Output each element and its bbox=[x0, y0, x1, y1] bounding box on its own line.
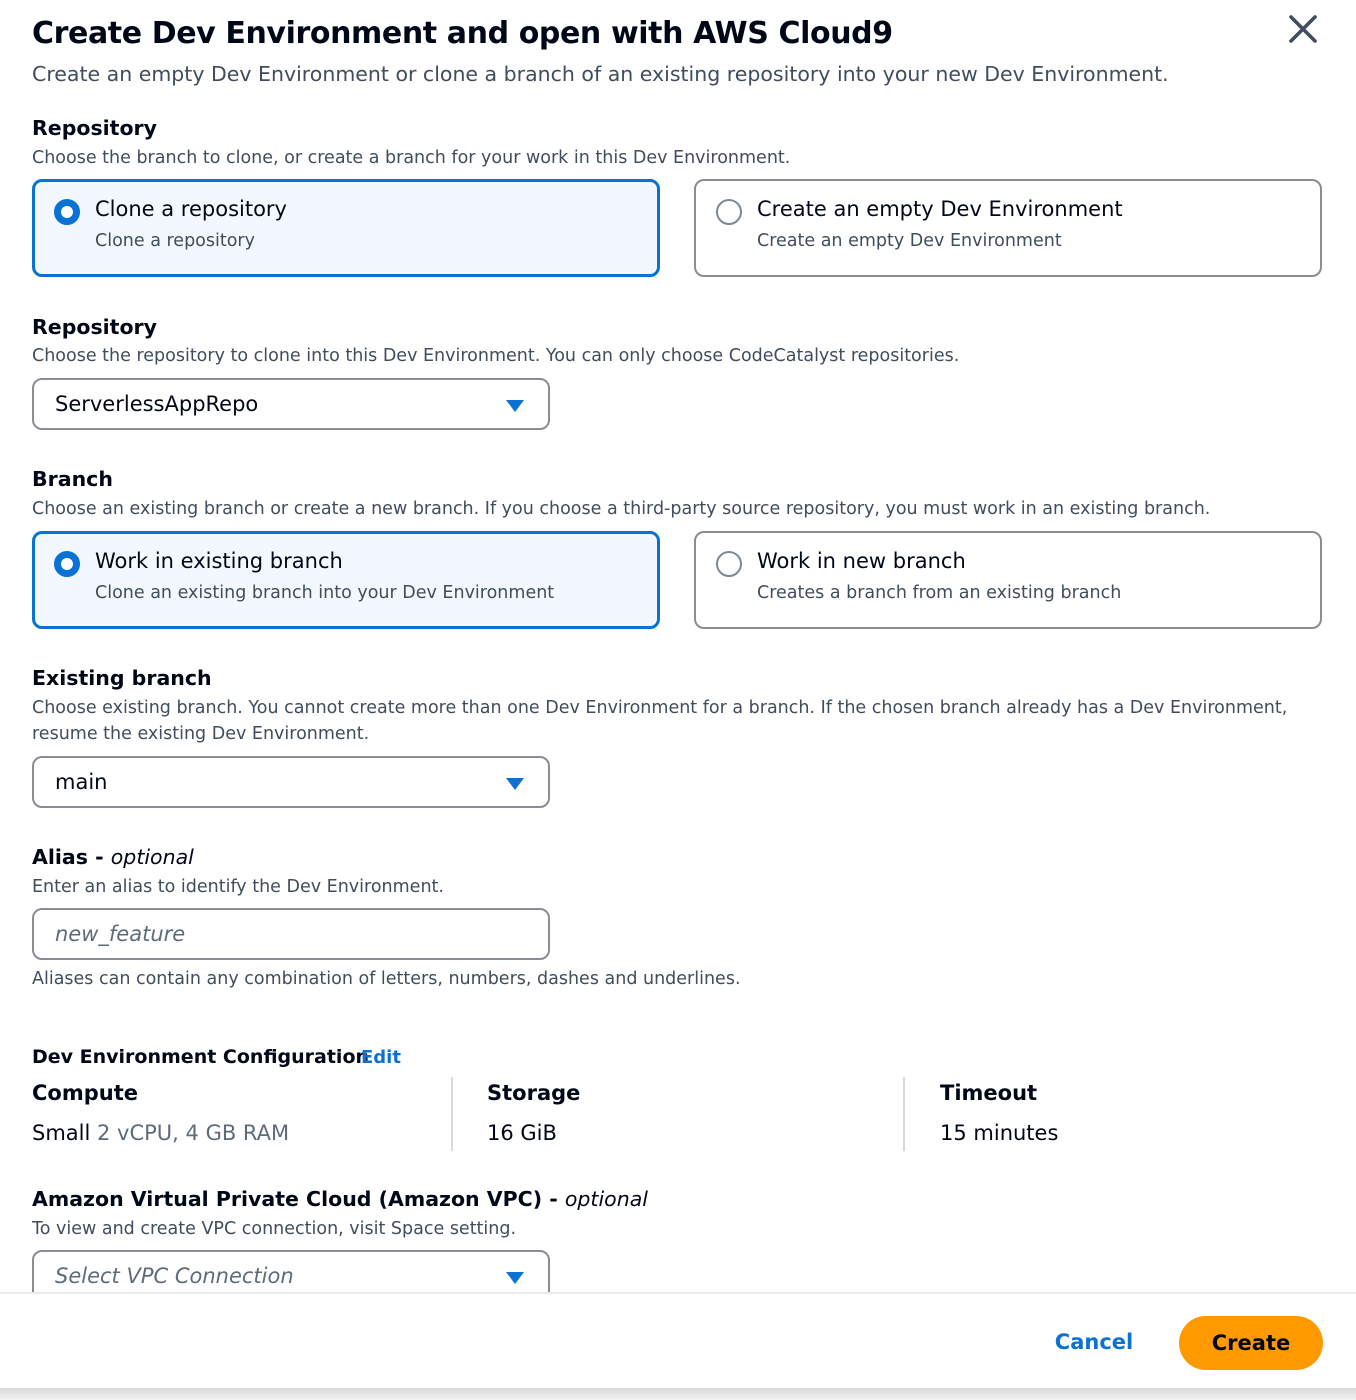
timeout-value: 15 minutes bbox=[940, 1121, 1059, 1145]
caret-down-icon bbox=[506, 400, 524, 412]
caret-down-icon bbox=[506, 1272, 524, 1284]
clone-repository-tile[interactable] bbox=[32, 179, 660, 277]
alias-input[interactable] bbox=[32, 908, 550, 960]
tile-description: Clone an existing branch into your Dev Environment bbox=[95, 583, 555, 603]
tile-description: Create an empty Dev Environment bbox=[757, 231, 1062, 251]
repository-choice-label: Repository bbox=[32, 116, 158, 140]
repository-select[interactable] bbox=[32, 378, 550, 430]
existing-branch-label: Existing branch bbox=[32, 666, 212, 690]
repository-choice-description: Choose the branch to clone, or create a branch for your work in this Dev Environment. bbox=[32, 148, 791, 168]
existing-branch-tile[interactable] bbox=[32, 531, 660, 629]
cancel-button[interactable]: Cancel bbox=[1040, 1316, 1148, 1368]
branch-choice-description: Choose an existing branch or create a new branch. If you choose a third-party source repository, you must work in an existing branch. bbox=[32, 499, 1211, 519]
configuration-edit-link[interactable]: Edit bbox=[361, 1047, 401, 1068]
compute-value: Small 2 vCPU, 4 GB RAM bbox=[32, 1121, 290, 1145]
tile-title: Work in existing branch bbox=[95, 549, 343, 573]
repository-select-description: Choose the repository to clone into this Dev Environment. You can only choose CodeCatalyst repositories. bbox=[32, 346, 960, 366]
compute-label: Compute bbox=[32, 1081, 138, 1105]
radio-selected-icon[interactable] bbox=[54, 551, 80, 577]
vpc-description: To view and create VPC connection, visit Space setting. bbox=[32, 1219, 517, 1239]
radio-selected-icon[interactable] bbox=[54, 199, 80, 225]
vpc-label: Amazon Virtual Private Cloud (Amazon VPC) - optional bbox=[32, 1187, 648, 1211]
existing-branch-select-value: main bbox=[55, 770, 108, 794]
radio-unselected-icon[interactable] bbox=[716, 199, 742, 225]
alias-description: Enter an alias to identify the Dev Environment. bbox=[32, 877, 444, 897]
caret-down-icon bbox=[506, 778, 524, 790]
storage-label: Storage bbox=[487, 1081, 581, 1105]
vpc-select-placeholder: Select VPC Connection bbox=[55, 1264, 294, 1288]
tile-title: Work in new branch bbox=[757, 549, 966, 573]
column-divider bbox=[903, 1077, 905, 1151]
close-icon[interactable] bbox=[1286, 12, 1320, 46]
timeout-label: Timeout bbox=[940, 1081, 1038, 1105]
radio-unselected-icon[interactable] bbox=[716, 551, 742, 577]
tile-title: Create an empty Dev Environment bbox=[757, 197, 1123, 221]
modal-subtitle: Create an empty Dev Environment or clone a branch of an existing repository into your new Dev Environment. bbox=[32, 62, 1169, 86]
tile-title: Clone a repository bbox=[95, 197, 287, 221]
vpc-connection-select[interactable] bbox=[32, 1250, 550, 1292]
tile-description: Clone a repository bbox=[95, 231, 255, 251]
tile-description: Creates a branch from an existing branch bbox=[757, 583, 1122, 603]
column-divider bbox=[451, 1077, 453, 1151]
storage-value: 16 GiB bbox=[487, 1121, 557, 1145]
alias-label: Alias - optional bbox=[32, 845, 194, 869]
alias-constraint-text: Aliases can contain any combination of letters, numbers, dashes and underlines. bbox=[32, 969, 741, 989]
modal-footer bbox=[0, 1292, 1356, 1388]
configuration-title: Dev Environment Configuration bbox=[32, 1046, 370, 1068]
existing-branch-select[interactable] bbox=[32, 756, 550, 808]
empty-environment-tile[interactable] bbox=[694, 179, 1322, 277]
existing-branch-description: Choose existing branch. You cannot create more than one Dev Environment for a branch. If the chosen branch already has a Dev Environment, bbox=[32, 698, 1288, 718]
create-button[interactable]: Create bbox=[1179, 1316, 1323, 1370]
existing-branch-description-cont: resume the existing Dev Environment. bbox=[32, 724, 370, 744]
new-branch-tile[interactable] bbox=[694, 531, 1322, 629]
repository-select-value: ServerlessAppRepo bbox=[55, 392, 259, 416]
modal-title: Create Dev Environment and open with AWS Cloud9 bbox=[32, 16, 893, 51]
repository-select-label: Repository bbox=[32, 315, 158, 339]
branch-choice-label: Branch bbox=[32, 467, 113, 491]
bottom-edge bbox=[0, 1388, 1356, 1400]
